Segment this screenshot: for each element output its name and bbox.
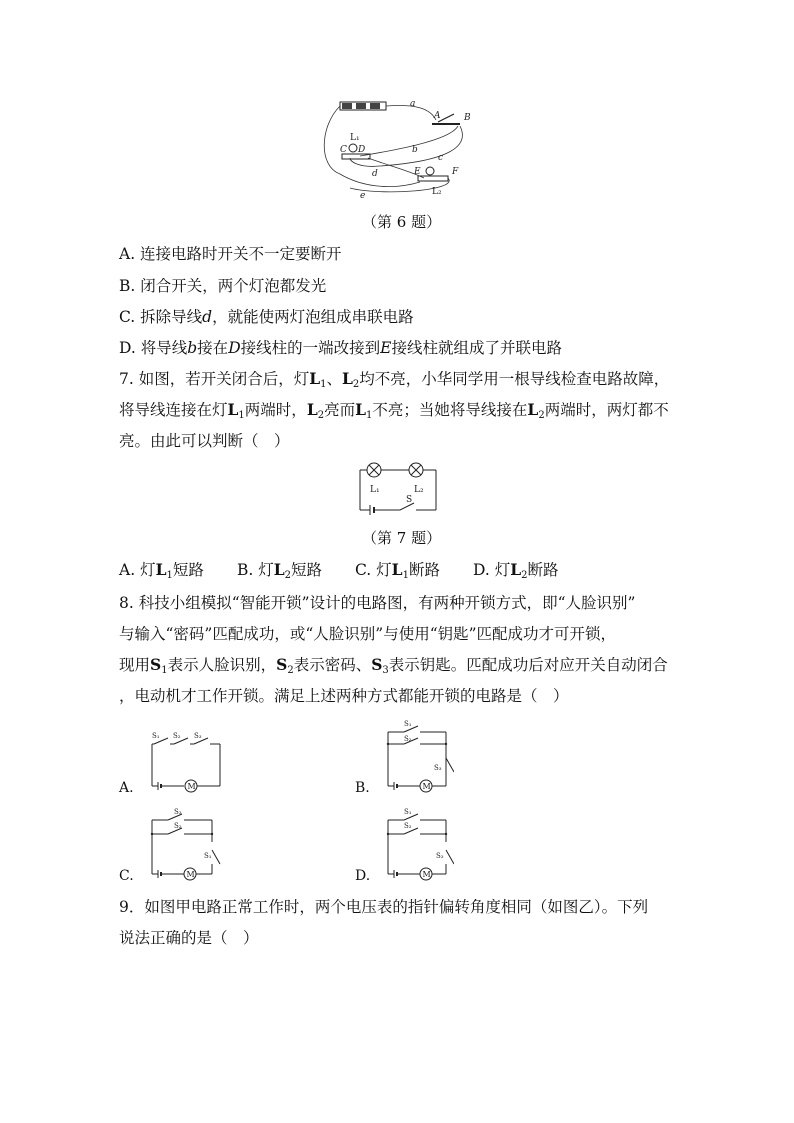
svg-text:S₂: S₂ xyxy=(404,735,412,743)
label-e: e xyxy=(360,191,366,201)
svg-text:M: M xyxy=(422,782,431,791)
label-B: B xyxy=(464,113,471,123)
q7-label-L2: L₂ xyxy=(414,485,424,495)
label-C: C xyxy=(340,145,347,155)
svg-text:M: M xyxy=(186,870,195,879)
q9-stem-line1: 9．如图甲电路正常工作时，两个电压表的指针偏转角度相同（如图乙）。下列 xyxy=(119,898,649,916)
q7-stem-line1: 7. 如图，若开关闭合后，灯$L_1$、$L_2$均不亮，小华同学用一根导线检查电路故障， xyxy=(119,369,670,390)
svg-text:S₁: S₁ xyxy=(204,852,212,860)
q8-stem-line1: 8. 科技小组模拟“智能开锁”设计的电路图，有两种开锁方式，即“人脸识别” xyxy=(119,594,636,612)
q7-label-S: S xyxy=(406,495,413,505)
svg-text:S₂: S₂ xyxy=(404,822,412,830)
svg-text:S₂: S₂ xyxy=(173,732,181,740)
q8-option-d-circuit xyxy=(384,806,454,882)
label-b: b xyxy=(412,145,418,155)
q8-option-a-circuit xyxy=(148,730,228,794)
label-A: A xyxy=(434,111,441,121)
q6-option-c: C. 拆除导线d，就能使两灯泡组成串联电路 xyxy=(119,308,414,326)
label-c: c xyxy=(438,153,444,163)
q6-circuit-figure xyxy=(320,96,480,206)
q7-option-b: B. 灯$L_2$短路 xyxy=(237,560,323,581)
svg-text:S₁: S₁ xyxy=(404,808,412,816)
q6-option-b: B. 闭合开关，两个灯泡都发光 xyxy=(119,277,327,295)
svg-text:S₂: S₂ xyxy=(174,822,182,830)
q6-option-d: D. 将导线b接在D接线柱的一端改接到E接线柱就组成了并联电路 xyxy=(119,339,562,357)
svg-text:S₃: S₃ xyxy=(194,732,202,740)
q7-stem-line2: 将导线连接在灯$L_1$两端时，$L_2$亮而$L_1$不亮；当她将导线接在$L_2$两端时，两灯都不 xyxy=(119,400,669,421)
q7-option-c: C. 灯$L_1$断路 xyxy=(355,560,440,581)
q6-option-a: A. 连接电路时开关不一定要断开 xyxy=(119,245,342,263)
label-E: E xyxy=(414,167,421,177)
q8-stem-line4: ，电动机才工作开锁。满足上述两种方式都能开锁的电路是（ ） xyxy=(119,687,569,705)
label-L2: L₂ xyxy=(432,187,442,197)
label-d: d xyxy=(372,169,378,179)
q9-stem-line2: 说法正确的是（ ） xyxy=(119,929,259,947)
q7-option-a: A. 灯$L_1$短路 xyxy=(119,560,204,581)
label-F: F xyxy=(452,167,459,177)
label-D: D xyxy=(358,145,366,155)
svg-text:S₃: S₃ xyxy=(434,764,442,772)
svg-text:S₁: S₁ xyxy=(404,720,412,728)
q7-circuit-figure xyxy=(356,460,440,518)
q8-option-c-circuit xyxy=(148,806,224,882)
svg-text:S₁: S₁ xyxy=(152,732,160,740)
q7-label-L1: L₁ xyxy=(370,485,380,495)
q8-option-c-letter: C. xyxy=(119,868,134,884)
q8-stem-line2: 与输入“密码”匹配成功，或“人脸识别”与使用“钥匙”匹配成功才可开锁， xyxy=(119,625,617,643)
q8-stem-line3: 现用$S_1$表示人脸识别，$S_2$表示密码、$S_3$表示钥匙。匹配成功后对应开关自动闭合 xyxy=(119,655,668,676)
q7-figure-caption: （第 7 题） xyxy=(362,529,442,547)
q6-figure-caption: （第 6 题） xyxy=(362,213,442,231)
svg-text:M: M xyxy=(187,782,196,791)
q8-option-b-letter: B. xyxy=(355,780,370,796)
svg-text:S₃: S₃ xyxy=(174,808,182,816)
q8-option-a-letter: A. xyxy=(119,780,134,796)
q7-option-d: D. 灯$L_2$断路 xyxy=(473,560,559,581)
label-a: a xyxy=(410,99,416,109)
svg-text:S₃: S₃ xyxy=(436,852,444,860)
svg-text:M: M xyxy=(422,870,431,879)
label-L1: L₁ xyxy=(350,133,360,143)
q7-stem-line3: 亮。由此可以判断（ ） xyxy=(119,432,290,450)
q8-option-b-circuit xyxy=(384,718,454,794)
q8-option-d-letter: D. xyxy=(355,868,371,884)
